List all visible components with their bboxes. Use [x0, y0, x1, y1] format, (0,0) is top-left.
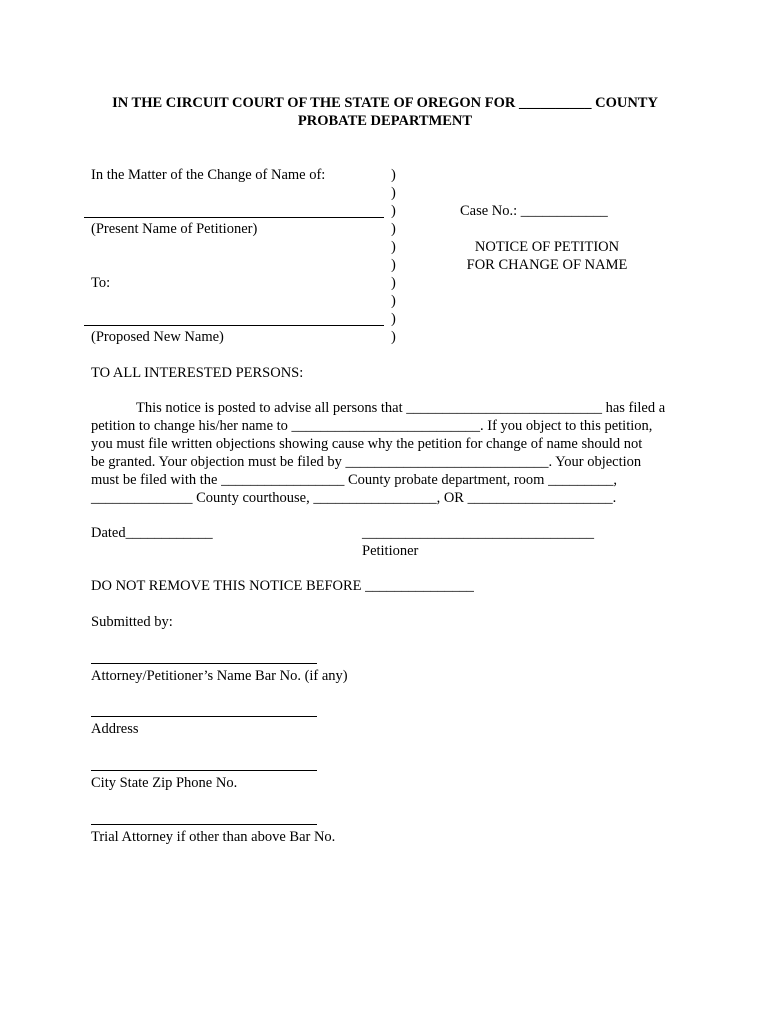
court-heading-line-1: IN THE CIRCUIT COURT OF THE STATE OF OREGON FOR __________ COUNTY — [112, 95, 658, 111]
caption-paren: ) — [391, 221, 396, 237]
petitioner-label: Petitioner — [362, 543, 419, 559]
trial-attorney-label: Trial Attorney if other than above Bar No. — [91, 829, 336, 845]
petitioner-signature-line[interactable]: ________________________________ — [362, 525, 594, 541]
caption-paren: ) — [391, 311, 396, 327]
salutation: TO ALL INTERESTED PERSONS: — [91, 365, 304, 381]
caption-paren: ) — [391, 257, 396, 273]
body-line-1: This notice is posted to advise all persons that ___________________________ has filed a — [136, 400, 666, 416]
dated-field[interactable]: Dated____________ — [91, 525, 213, 541]
body-line-2: petition to change his/her name to __________________________. If you object to this petition, — [91, 418, 653, 434]
court-heading-line-2: PROBATE DEPARTMENT — [297, 113, 473, 129]
proposed-name-line[interactable] — [84, 325, 384, 326]
caption-paren: ) — [391, 239, 396, 255]
proposed-name-label: (Proposed New Name) — [91, 329, 224, 345]
body-line-3: you must file written objections showing cause why the petition for change of name should not — [91, 436, 643, 452]
caption-paren: ) — [391, 203, 396, 219]
caption-paren: ) — [391, 293, 396, 309]
address-line[interactable] — [91, 716, 317, 717]
address-label: Address — [91, 721, 139, 737]
do-not-remove-notice: DO NOT REMOVE THIS NOTICE BEFORE _______________ — [91, 578, 474, 594]
trial-attorney-line[interactable] — [91, 824, 317, 825]
matter-label: In the Matter of the Change of Name of: — [91, 167, 326, 183]
city-state-zip-label: City State Zip Phone No. — [91, 775, 238, 791]
present-name-line[interactable] — [84, 217, 384, 218]
attorney-name-line[interactable] — [91, 663, 317, 664]
notice-title-line-1: NOTICE OF PETITION — [474, 239, 620, 255]
attorney-name-label: Attorney/Petitioner’s Name Bar No. (if any) — [91, 668, 348, 684]
submitted-by-label: Submitted by: — [91, 614, 173, 630]
body-line-4: be granted. Your objection must be filed by ____________________________. Your objection — [91, 454, 642, 470]
present-name-label: (Present Name of Petitioner) — [91, 221, 258, 237]
caption-paren: ) — [391, 275, 396, 291]
caption-paren: ) — [391, 185, 396, 201]
caption-paren: ) — [391, 329, 396, 345]
body-line-6: ______________ County courthouse, _________________, OR ____________________. — [91, 490, 617, 506]
city-state-zip-line[interactable] — [91, 770, 317, 771]
notice-title-line-2: FOR CHANGE OF NAME — [466, 257, 628, 273]
to-label: To: — [91, 275, 111, 291]
case-number: Case No.: ____________ — [460, 203, 608, 219]
caption-paren: ) — [391, 167, 396, 183]
body-line-5: must be filed with the _________________ County probate department, room _________, — [91, 472, 617, 488]
